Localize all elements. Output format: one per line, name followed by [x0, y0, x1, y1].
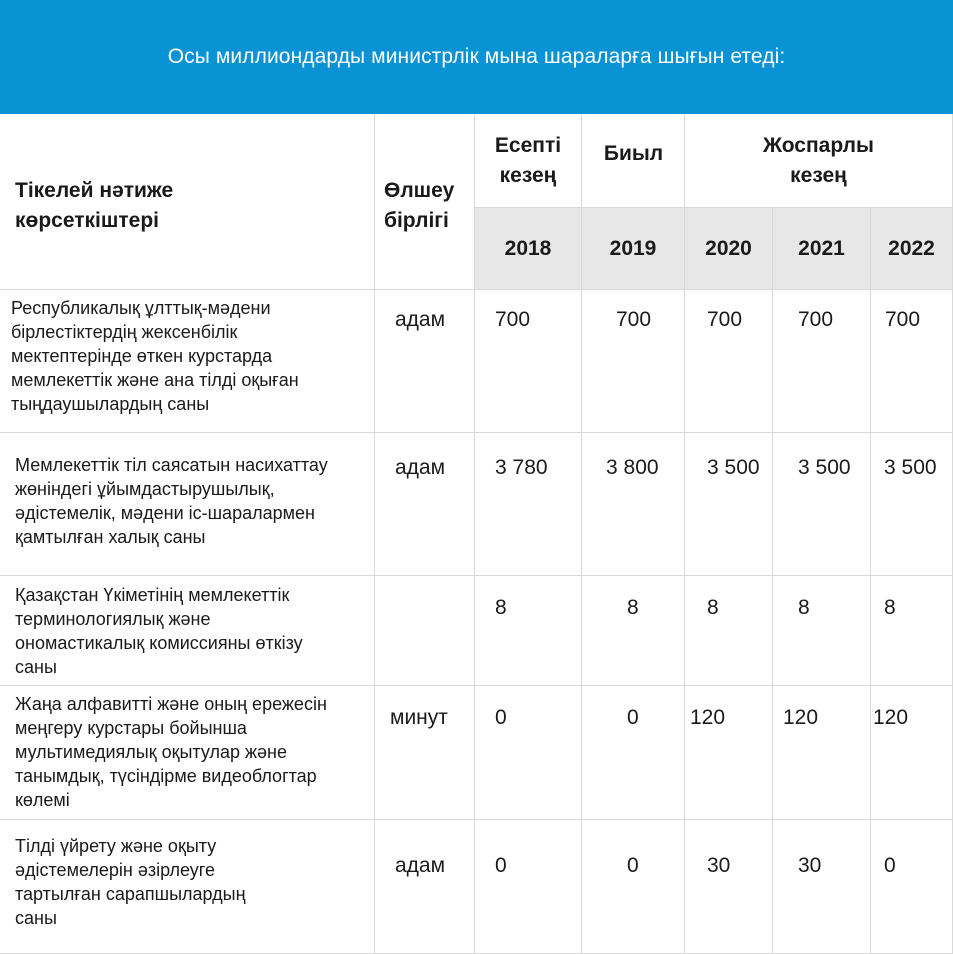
table-row — [0, 433, 375, 576]
row-value: 0 — [495, 854, 507, 877]
unit-cell — [375, 290, 475, 433]
value-cell — [582, 576, 685, 686]
row-value: 8 — [627, 596, 639, 619]
year-label: 2022 — [888, 236, 935, 260]
year-cell — [685, 208, 773, 290]
value-cell — [475, 433, 582, 576]
row-value: 700 — [707, 308, 743, 331]
row-indicator: Жаңа алфавитті және оның ережесін меңгеру курстары бойынша мультимедиялық оқытулар және танымдық, түсіндірме видеоблогтар көлемі — [15, 694, 327, 810]
header-planned: Жоспарлы кезең — [763, 133, 874, 187]
header-indicator: Тікелей нәтиже көрсеткіштері — [15, 179, 174, 232]
row-value: 700 — [616, 308, 652, 331]
year-cell — [582, 208, 685, 290]
year-label: 2020 — [705, 236, 752, 260]
row-indicator: Мемлекеттік тіл саясатын насихаттау жөніндегі ұйымдастырушылық, әдістемелік, мәдени іс-шаралармен қамтылған халық саны — [15, 455, 328, 547]
unit-cell — [375, 576, 475, 686]
unit-cell — [375, 433, 475, 576]
header-planned-cell — [685, 114, 953, 208]
row-unit: адам — [395, 456, 446, 479]
row-value: 3 500 — [798, 456, 851, 479]
table-row — [0, 290, 375, 433]
row-value: 0 — [884, 854, 896, 877]
row-value: 3 500 — [707, 456, 760, 479]
row-value: 120 — [783, 706, 819, 729]
row-value: 0 — [627, 854, 639, 877]
table-row — [0, 576, 375, 686]
row-unit: адам — [395, 308, 446, 331]
value-cell — [685, 686, 773, 820]
header-current: Биыл — [603, 142, 664, 165]
value-cell — [773, 820, 871, 954]
header-indicator-cell — [0, 114, 375, 290]
value-cell — [475, 576, 582, 686]
unit-cell — [375, 686, 475, 820]
header-reported: Есепті кезең — [494, 133, 562, 187]
row-value: 3 500 — [884, 456, 937, 479]
row-value: 8 — [884, 596, 896, 619]
value-cell — [685, 290, 773, 433]
header-reported-cell — [475, 114, 582, 208]
row-indicator: Қазақстан Үкіметінің мемлекеттік терминологиялық және ономастикалық комиссияны өткізу саны — [15, 585, 303, 677]
header-unit-cell — [375, 114, 475, 290]
value-cell — [871, 820, 953, 954]
table-row — [0, 820, 375, 954]
row-value: 0 — [627, 706, 639, 729]
year-cell — [773, 208, 871, 290]
row-value: 120 — [873, 706, 909, 729]
value-cell — [475, 290, 582, 433]
value-cell — [475, 686, 582, 820]
value-cell — [582, 820, 685, 954]
year-cell — [475, 208, 582, 290]
value-cell — [582, 290, 685, 433]
value-cell — [475, 820, 582, 954]
row-value: 700 — [798, 308, 834, 331]
value-cell — [685, 433, 773, 576]
value-cell — [582, 433, 685, 576]
table-row — [0, 686, 375, 820]
row-value: 30 — [798, 854, 822, 877]
row-value: 3 800 — [606, 456, 659, 479]
value-cell — [773, 433, 871, 576]
unit-cell — [375, 820, 475, 954]
row-value: 8 — [707, 596, 719, 619]
row-value: 8 — [798, 596, 810, 619]
year-label: 2018 — [504, 236, 552, 260]
row-unit: адам — [395, 854, 446, 877]
year-label: 2019 — [609, 236, 657, 260]
value-cell — [773, 686, 871, 820]
year-label: 2021 — [798, 236, 845, 260]
indicators-table — [0, 114, 953, 954]
value-cell — [871, 290, 953, 433]
value-cell — [685, 820, 773, 954]
row-value: 700 — [885, 308, 921, 331]
value-cell — [685, 576, 773, 686]
row-indicator: Республикалық ұлттық-мәдени бірлестіктердің жексенбілік мектептерінде өткен курстарда мемлекеттік және ана тілді оқыған тыңдаушылардың саны — [11, 298, 299, 414]
value-cell — [871, 686, 953, 820]
row-value: 3 780 — [495, 456, 548, 479]
row-value: 30 — [707, 854, 731, 877]
row-value: 8 — [495, 596, 507, 619]
table-title: Осы миллиондарды министрлік мына шараларға шығын етеді: — [167, 45, 786, 68]
year-cell — [871, 208, 953, 290]
value-cell — [871, 576, 953, 686]
row-unit: минут — [390, 706, 448, 729]
header-unit: Өлшеу бірлігі — [384, 179, 455, 232]
value-cell — [582, 686, 685, 820]
header-current-cell — [582, 114, 685, 208]
table-title-banner — [0, 0, 953, 114]
row-value: 700 — [495, 308, 531, 331]
row-indicator: Тілді үйрету және оқыту әдістемелерін әзірлеуге тартылған сарапшылардың саны — [15, 836, 246, 928]
value-cell — [871, 433, 953, 576]
row-value: 0 — [495, 706, 507, 729]
value-cell — [773, 290, 871, 433]
value-cell — [773, 576, 871, 686]
row-value: 120 — [690, 706, 726, 729]
